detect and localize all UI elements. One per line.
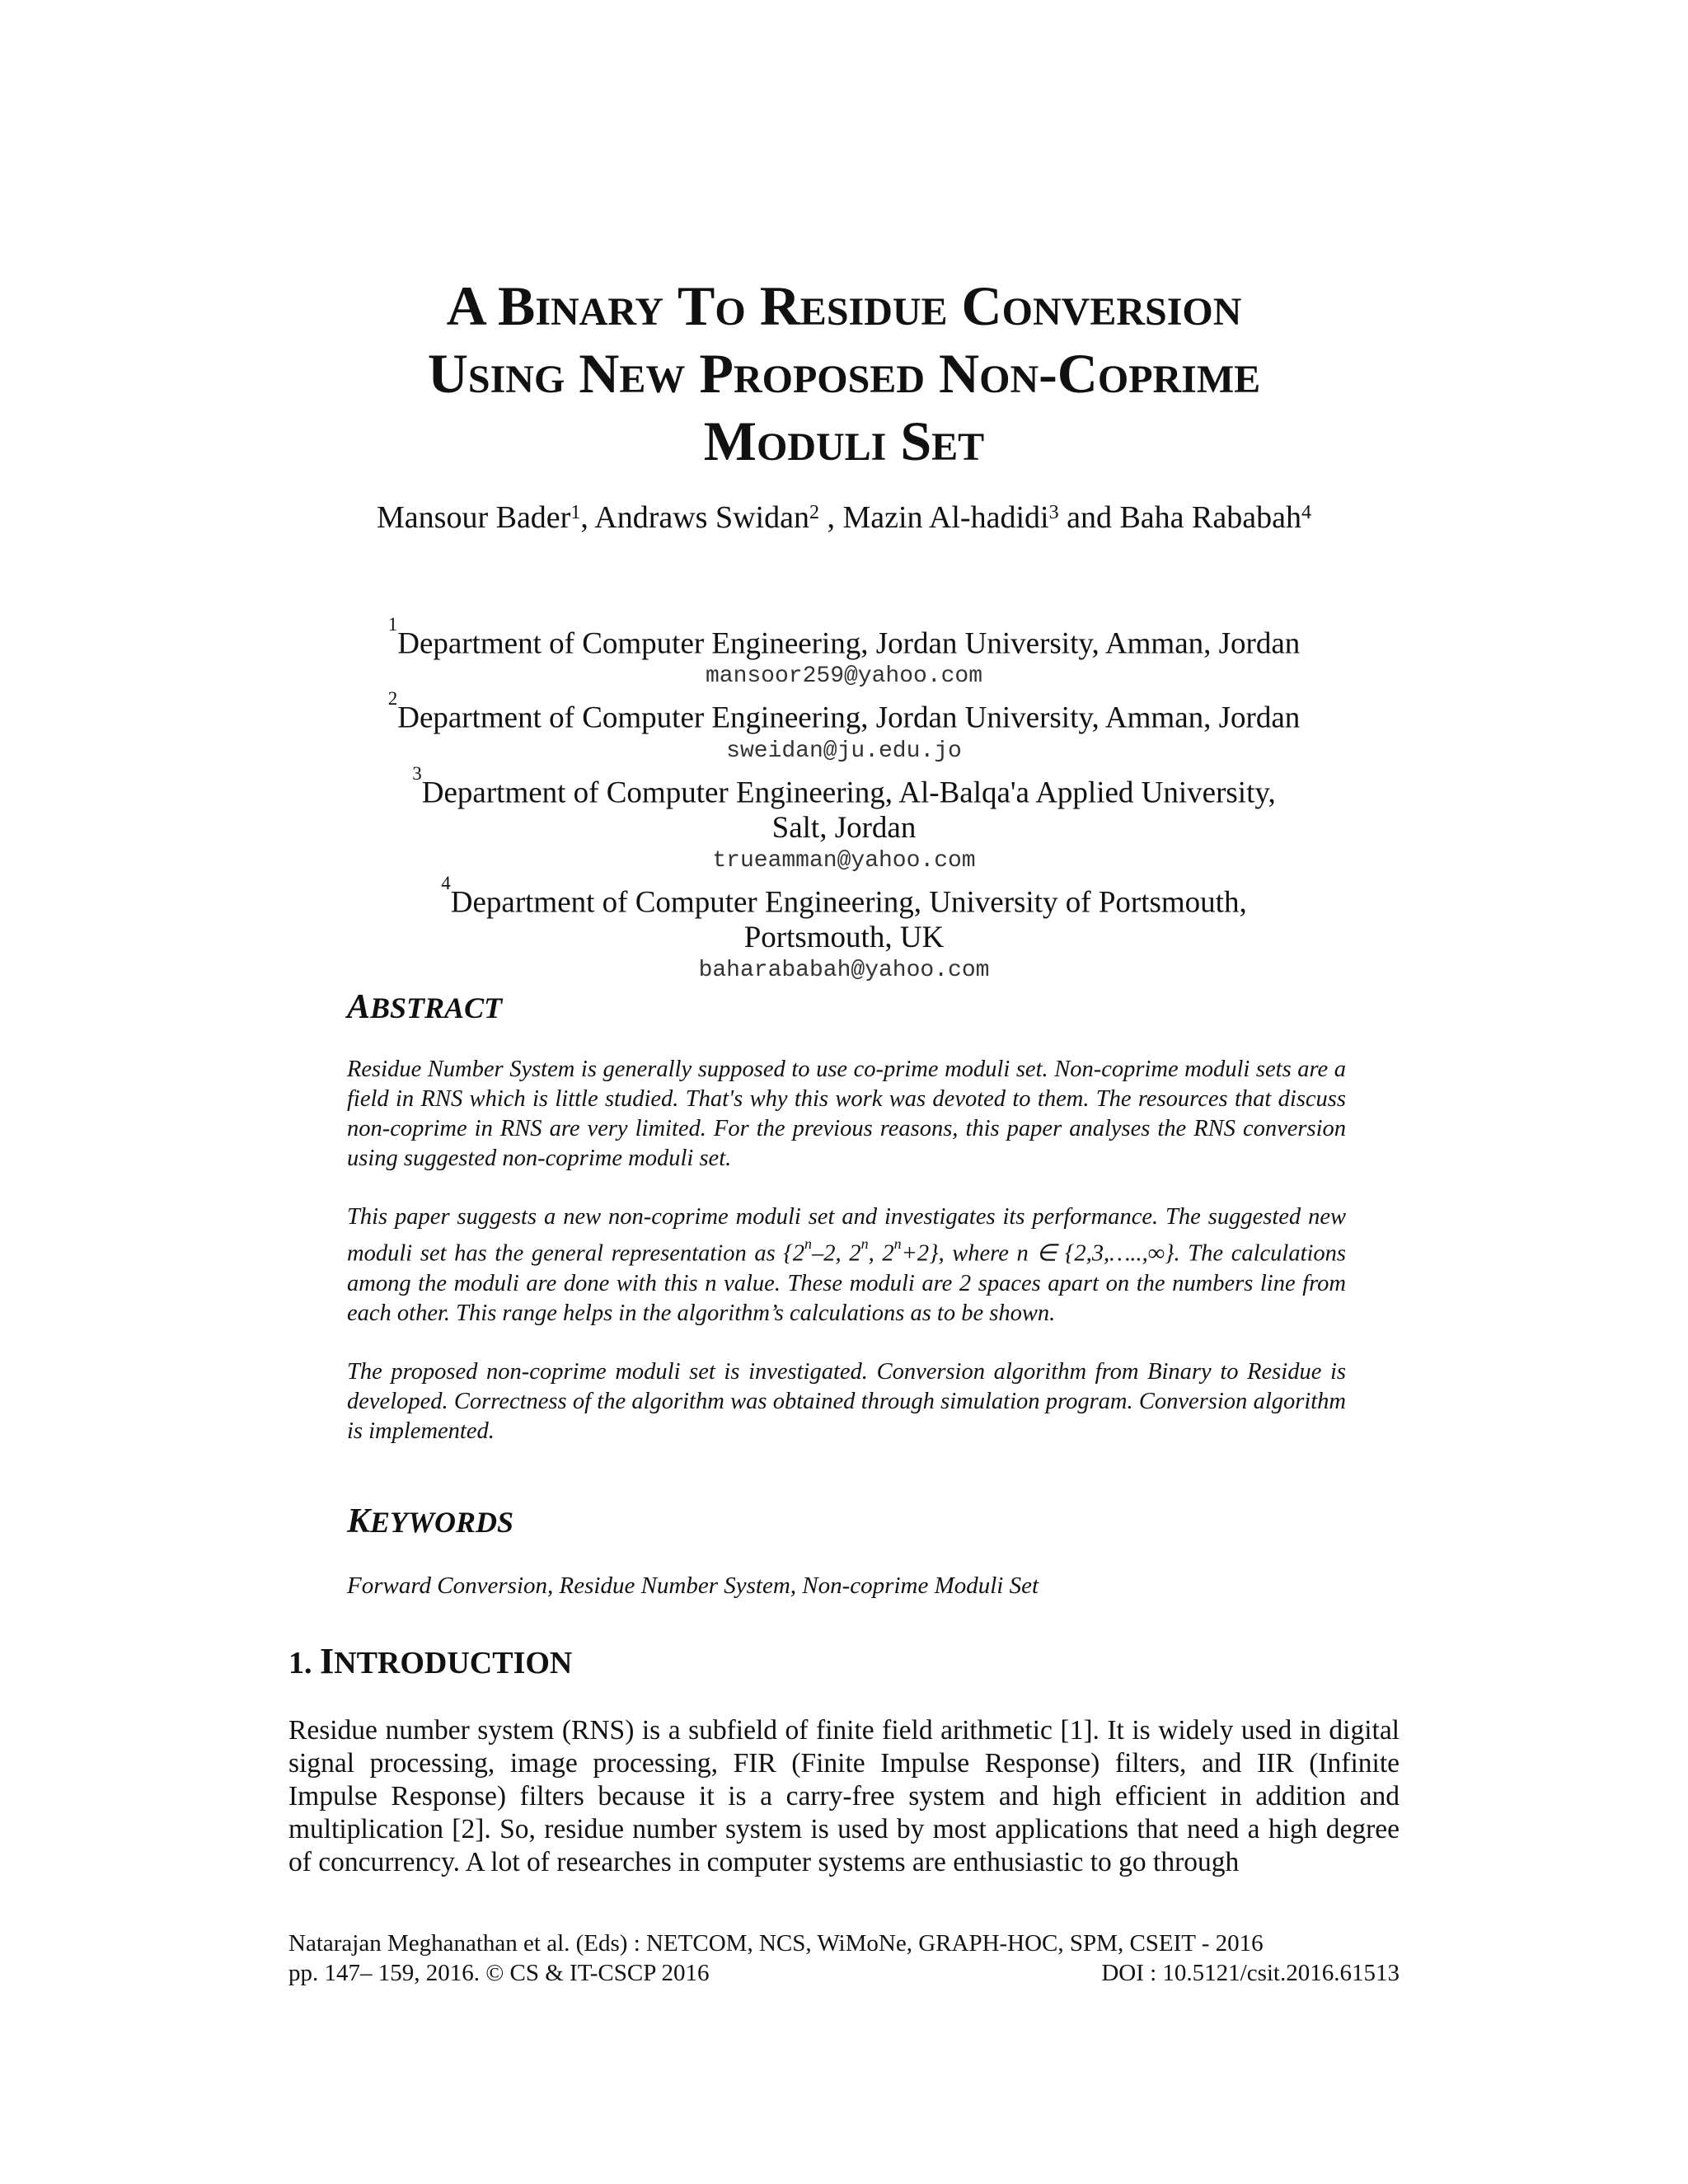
page-footer <box>288 1929 1400 1988</box>
section-number: 1. <box>288 1646 312 1680</box>
heading-rest: BSTRACT <box>370 991 503 1024</box>
affiliation-4-cont: Portsmouth, UK <box>743 921 945 955</box>
author-name: Baha Rababah <box>1119 500 1301 535</box>
abstract-heading <box>347 987 502 1027</box>
affil-sup: 4 <box>441 872 451 893</box>
title-word: New <box>579 342 686 405</box>
author-name: Andraws Swidan <box>594 500 809 535</box>
abstract-text: +2}, where n ∈ {2,3,…..,∞}. The calculations among the moduli are done with this n value. These moduli are 2 spaces apart on the numbers line from each other. This range helps in the algorithm’s calculations as to be shown. <box>347 1240 1347 1326</box>
affil-text: Department of Computer Engineering, Al-Balqa'a Applied University, <box>421 775 1276 809</box>
heading-rest: NTRODUCTION <box>334 1646 573 1680</box>
title-word: Proposed <box>699 342 925 405</box>
affiliation-3-cont: Salt, Jordan <box>771 810 917 845</box>
author-name: Mansour Bader <box>377 500 571 535</box>
affiliation-1 <box>288 614 1400 661</box>
intro-paragraph: Residue number system (RNS) is a subfield of finite field arithmetic [1]. It is widely used in digital signal processing, image processing, FIR (Finite Impulse Response) filters, and IIR (Infinite Impulse Response) filters because it is a carry-free system and high efficient in addition and multiplication [2]. So, residue number system is used by most applications that need a high degree of concurrency. A lot of researches in computer systems are enthusiastic to go through <box>288 1715 1400 1877</box>
author-sup: 1 <box>570 502 581 523</box>
title-word: Using <box>427 342 565 405</box>
abstract-paragraph: Residue Number System is generally supposed to use co-prime moduli set. Non-coprime moduli sets are a field in RNS which is little studied. That's why this work was devoted to them. The resources that discuss non-coprime in RNS are very limited. For the previous reasons, this paper analyses the RNS conversion using suggested non-coprime moduli set. <box>347 1057 1346 1171</box>
author-sup: 3 <box>1048 502 1059 523</box>
heading-initial: A <box>347 988 371 1026</box>
footer-line-1: Natarajan Meghanathan et al. (Eds) : NETCOM, NCS, WiMoNe, GRAPH-HOC, SPM, CSEIT - 2016 <box>288 1930 1264 1957</box>
affiliations <box>288 614 1400 987</box>
title-word: Residue <box>759 274 948 337</box>
footer-doi[interactable]: DOI : 10.5121/csit.2016.61513 <box>1101 1960 1400 1986</box>
author-name: Mazin Al-hadidi <box>842 500 1049 535</box>
keywords-text: Forward Conversion, Residue Number System, Non-coprime Moduli Set <box>347 1572 1039 1599</box>
title-word: Set <box>900 410 985 472</box>
title-word: Binary <box>497 274 663 337</box>
abstract-text: –2, 2 <box>812 1240 861 1267</box>
title-word: A <box>446 274 484 337</box>
affil-text: Department of Computer Engineering, University of Portsmouth, <box>450 885 1247 920</box>
author-list: Mansour Bader$^1$, Andraws Swidan$^2$ , Mazin Al-hadidi$^3$ and Baha Rababah$^4$ <box>377 500 1311 535</box>
abstract-text: This paper suggests a new non-coprime moduli set and investigates its performance. The suggested new moduli set has the general representation as {2 <box>347 1204 1346 1267</box>
introduction-heading <box>288 1640 572 1682</box>
paper-title <box>288 272 1400 475</box>
abstract-paragraph <box>347 1202 1346 1329</box>
affil-text: Department of Computer Engineering, Jordan University, Amman, Jordan <box>397 701 1301 735</box>
title-line-1 <box>288 272 1400 340</box>
email-link[interactable]: trueamman@yahoo.com <box>712 847 976 874</box>
exponent: n <box>804 1235 813 1252</box>
affiliation-2 <box>288 688 1400 735</box>
affil-sup: 3 <box>412 762 422 784</box>
abstract-body <box>347 1055 1346 1475</box>
abstract-text: , 2 <box>868 1240 894 1267</box>
email-link[interactable]: baharababah@yahoo.com <box>698 958 990 984</box>
heading-rest: EYWORDS <box>370 1506 514 1539</box>
title-line-2 <box>288 340 1400 407</box>
heading-initial: K <box>347 1502 371 1540</box>
footer-line-2 <box>288 1958 1400 1988</box>
title-word: To <box>678 274 746 337</box>
affiliation-3 <box>288 762 1400 810</box>
title-line-3 <box>288 407 1400 475</box>
title-word: Moduli <box>703 410 887 472</box>
author-sup: 4 <box>1301 502 1311 523</box>
author-sup: 2 <box>809 502 819 523</box>
affil-sup: 2 <box>387 688 398 710</box>
email-link[interactable]: sweidan@ju.edu.jo <box>726 738 962 764</box>
title-word: Conversion <box>961 274 1242 337</box>
exponent: n <box>860 1235 869 1252</box>
heading-initial: I <box>320 1641 335 1681</box>
affil-text: Department of Computer Engineering, Jordan University, Amman, Jordan <box>397 626 1301 661</box>
affil-sup: 1 <box>387 614 398 635</box>
exponent: n <box>893 1235 902 1252</box>
introduction-body <box>288 1714 1400 1879</box>
footer-pages: pp. 147– 159, 2016. © CS & IT-CSCP 2016 <box>288 1960 710 1986</box>
affiliation-4 <box>288 872 1400 920</box>
abstract-paragraph: The proposed non-coprime moduli set is investigated. Conversion algorithm from Binary to Residue is developed. Correctness of the algorithm was obtained through simulation program. Conversion algorithm is implemented. <box>347 1358 1346 1444</box>
keywords-heading <box>347 1502 513 1541</box>
title-word: Non-Coprime <box>939 342 1261 405</box>
email-link[interactable]: mansoor259@yahoo.com <box>705 663 983 690</box>
